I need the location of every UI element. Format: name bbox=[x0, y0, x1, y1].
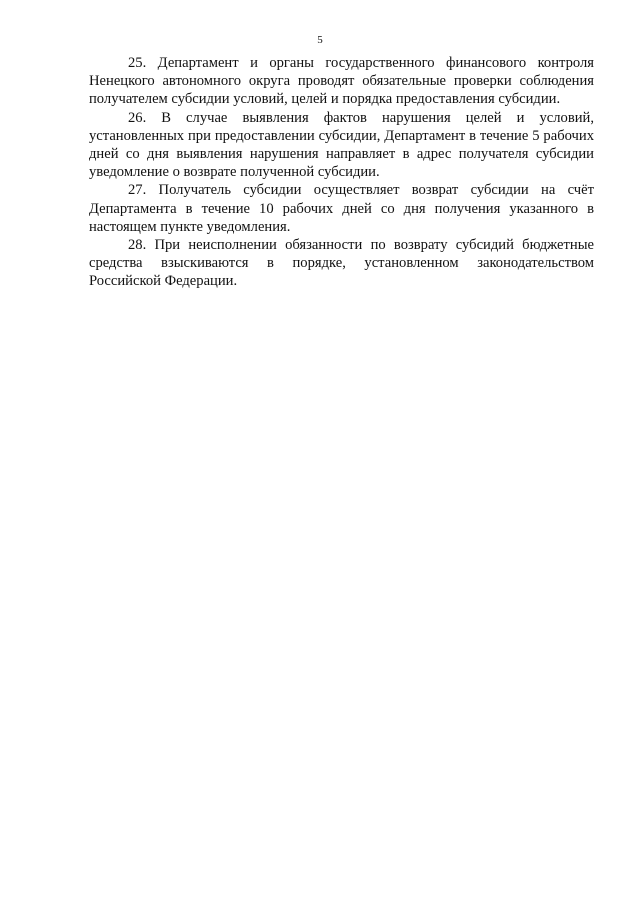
paragraph-25: 25. Департамент и органы государственного финансового контроля Ненецкого автономного округа проводят обязательные проверки соблюдения получателем субсидии условий, целей и порядка предоставления субсидии. bbox=[89, 55, 594, 108]
paragraph-28: 28. При неисполнении обязанности по возврату субсидий бюджетные средства взыскиваются в порядке, установленном законодательством Российской Федерации. bbox=[89, 237, 594, 290]
page-number: 5 bbox=[317, 34, 323, 46]
paragraph-27: 27. Получатель субсидии осуществляет возврат субсидии на счёт Департамента в течение 10 рабочих дней со дня получения указанного в настоящем пункте уведомления. bbox=[89, 182, 594, 235]
document-body bbox=[89, 54, 594, 291]
paragraph-26: 26. В случае выявления фактов нарушения целей и условий, установленных при предоставлении субсидии, Департамент в течение 5 рабочих дней со дня выявления нарушения направляет в адрес получателя субсидии уведомление о возврате полученной субсидии. bbox=[89, 109, 594, 181]
